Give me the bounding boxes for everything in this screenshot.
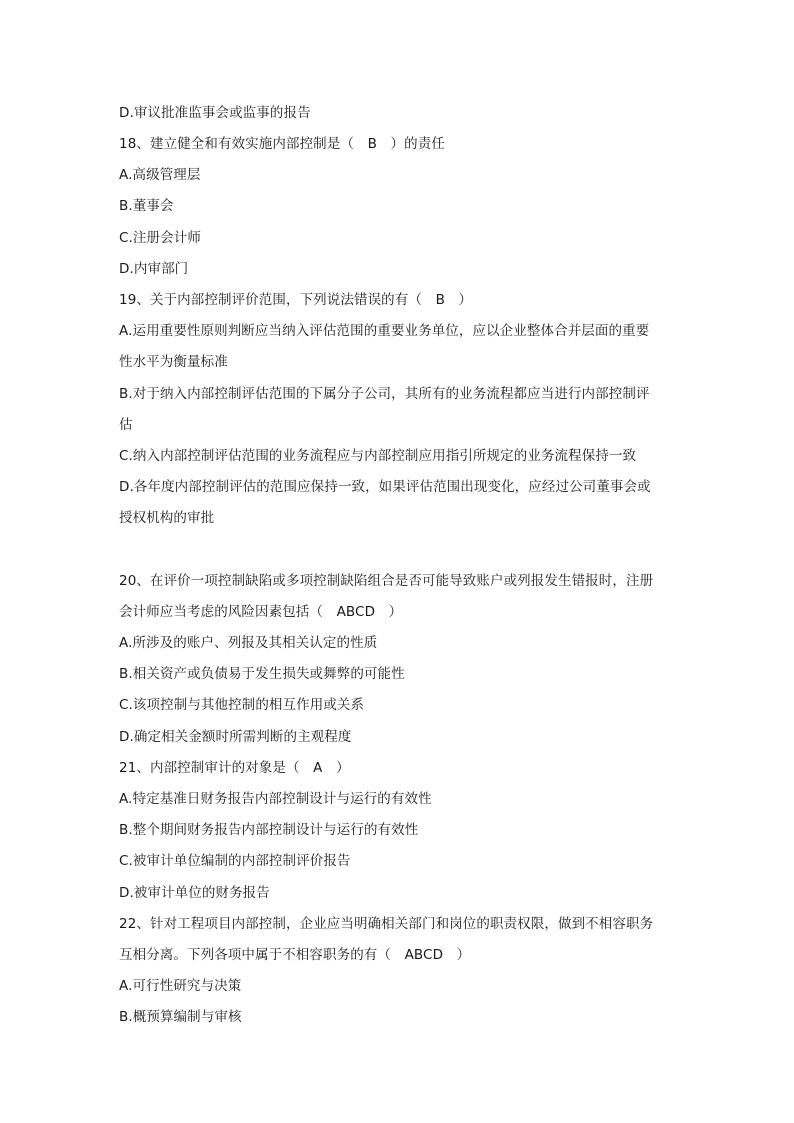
option-21-c: C.被审计单位编制的内部控制评价报告 <box>119 853 351 869</box>
option-19-c: C.纳入内部控制评估范围的业务流程应与内部控制应用指引所规定的业务流程保持一致 <box>119 448 637 464</box>
option-21-b: B.整个期间财务报告内部控制设计与运行的有效性 <box>119 822 419 838</box>
option-20-d: D.确定相关金额时所需判断的主观程度 <box>119 729 352 745</box>
option-20-a: A.所涉及的账户、列报及其相关认定的性质 <box>119 635 378 651</box>
question-21: 21、内部控制审计的对象是（ A ） <box>119 760 350 776</box>
option-18-d: D.内审部门 <box>119 261 189 277</box>
option-19-a-line2: 性水平为衡量标准 <box>119 354 228 370</box>
option-22-b: B.概预算编制与审核 <box>119 1009 242 1025</box>
option-20-b: B.相关资产或负债易于发生损失或舞弊的可能性 <box>119 666 405 682</box>
option-18-b: B.董事会 <box>119 198 174 214</box>
option-19-a-line1: A.运用重要性原则判断应当纳入评估范围的重要业务单位，应以企业整体合并层面的重要 <box>119 323 650 339</box>
option-19-b-line1: B.对于纳入内部控制评估范围的下属分子公司，其所有的业务流程都应当进行内部控制评 <box>119 386 650 402</box>
option-19-d-line2: 授权机构的审批 <box>119 510 215 526</box>
option-22-a: A.可行性研究与决策 <box>119 978 242 994</box>
option-21-d: D.被审计单位的财务报告 <box>119 885 270 901</box>
question-20-line1: 20、在评价一项控制缺陷或多项控制缺陷组合是否可能导致账户或列报发生错报时，注册 <box>119 573 654 589</box>
option-20-c: C.该项控制与其他控制的相互作用或关系 <box>119 697 365 713</box>
option-18-a: A.高级管理层 <box>119 167 201 183</box>
question-20-line2: 会计师应当考虑的风险因素包括（ ABCD ） <box>119 604 403 620</box>
option-17-d: D.审议批准监事会或监事的报告 <box>119 105 311 121</box>
option-21-a: A.特定基准日财务报告内部控制设计与运行的有效性 <box>119 791 432 807</box>
option-19-b-line2: 估 <box>119 417 133 433</box>
option-18-c: C.注册会计师 <box>119 230 201 246</box>
option-19-d-line1: D.各年度内部控制评估的范围应保持一致，如果评估范围出现变化，应经过公司董事会或 <box>119 479 651 495</box>
question-19: 19、关于内部控制评价范围，下列说法错误的有（ B ） <box>119 292 473 308</box>
question-22-line1: 22、针对工程项目内部控制，企业应当明确相关部门和岗位的职责权限，做到不相容职务 <box>119 916 654 932</box>
question-22-line2: 互相分离。下列各项中属于不相容职务的有（ ABCD ） <box>119 947 471 963</box>
question-18: 18、建立健全和有效实施内部控制是（ B ）的责任 <box>119 136 445 152</box>
